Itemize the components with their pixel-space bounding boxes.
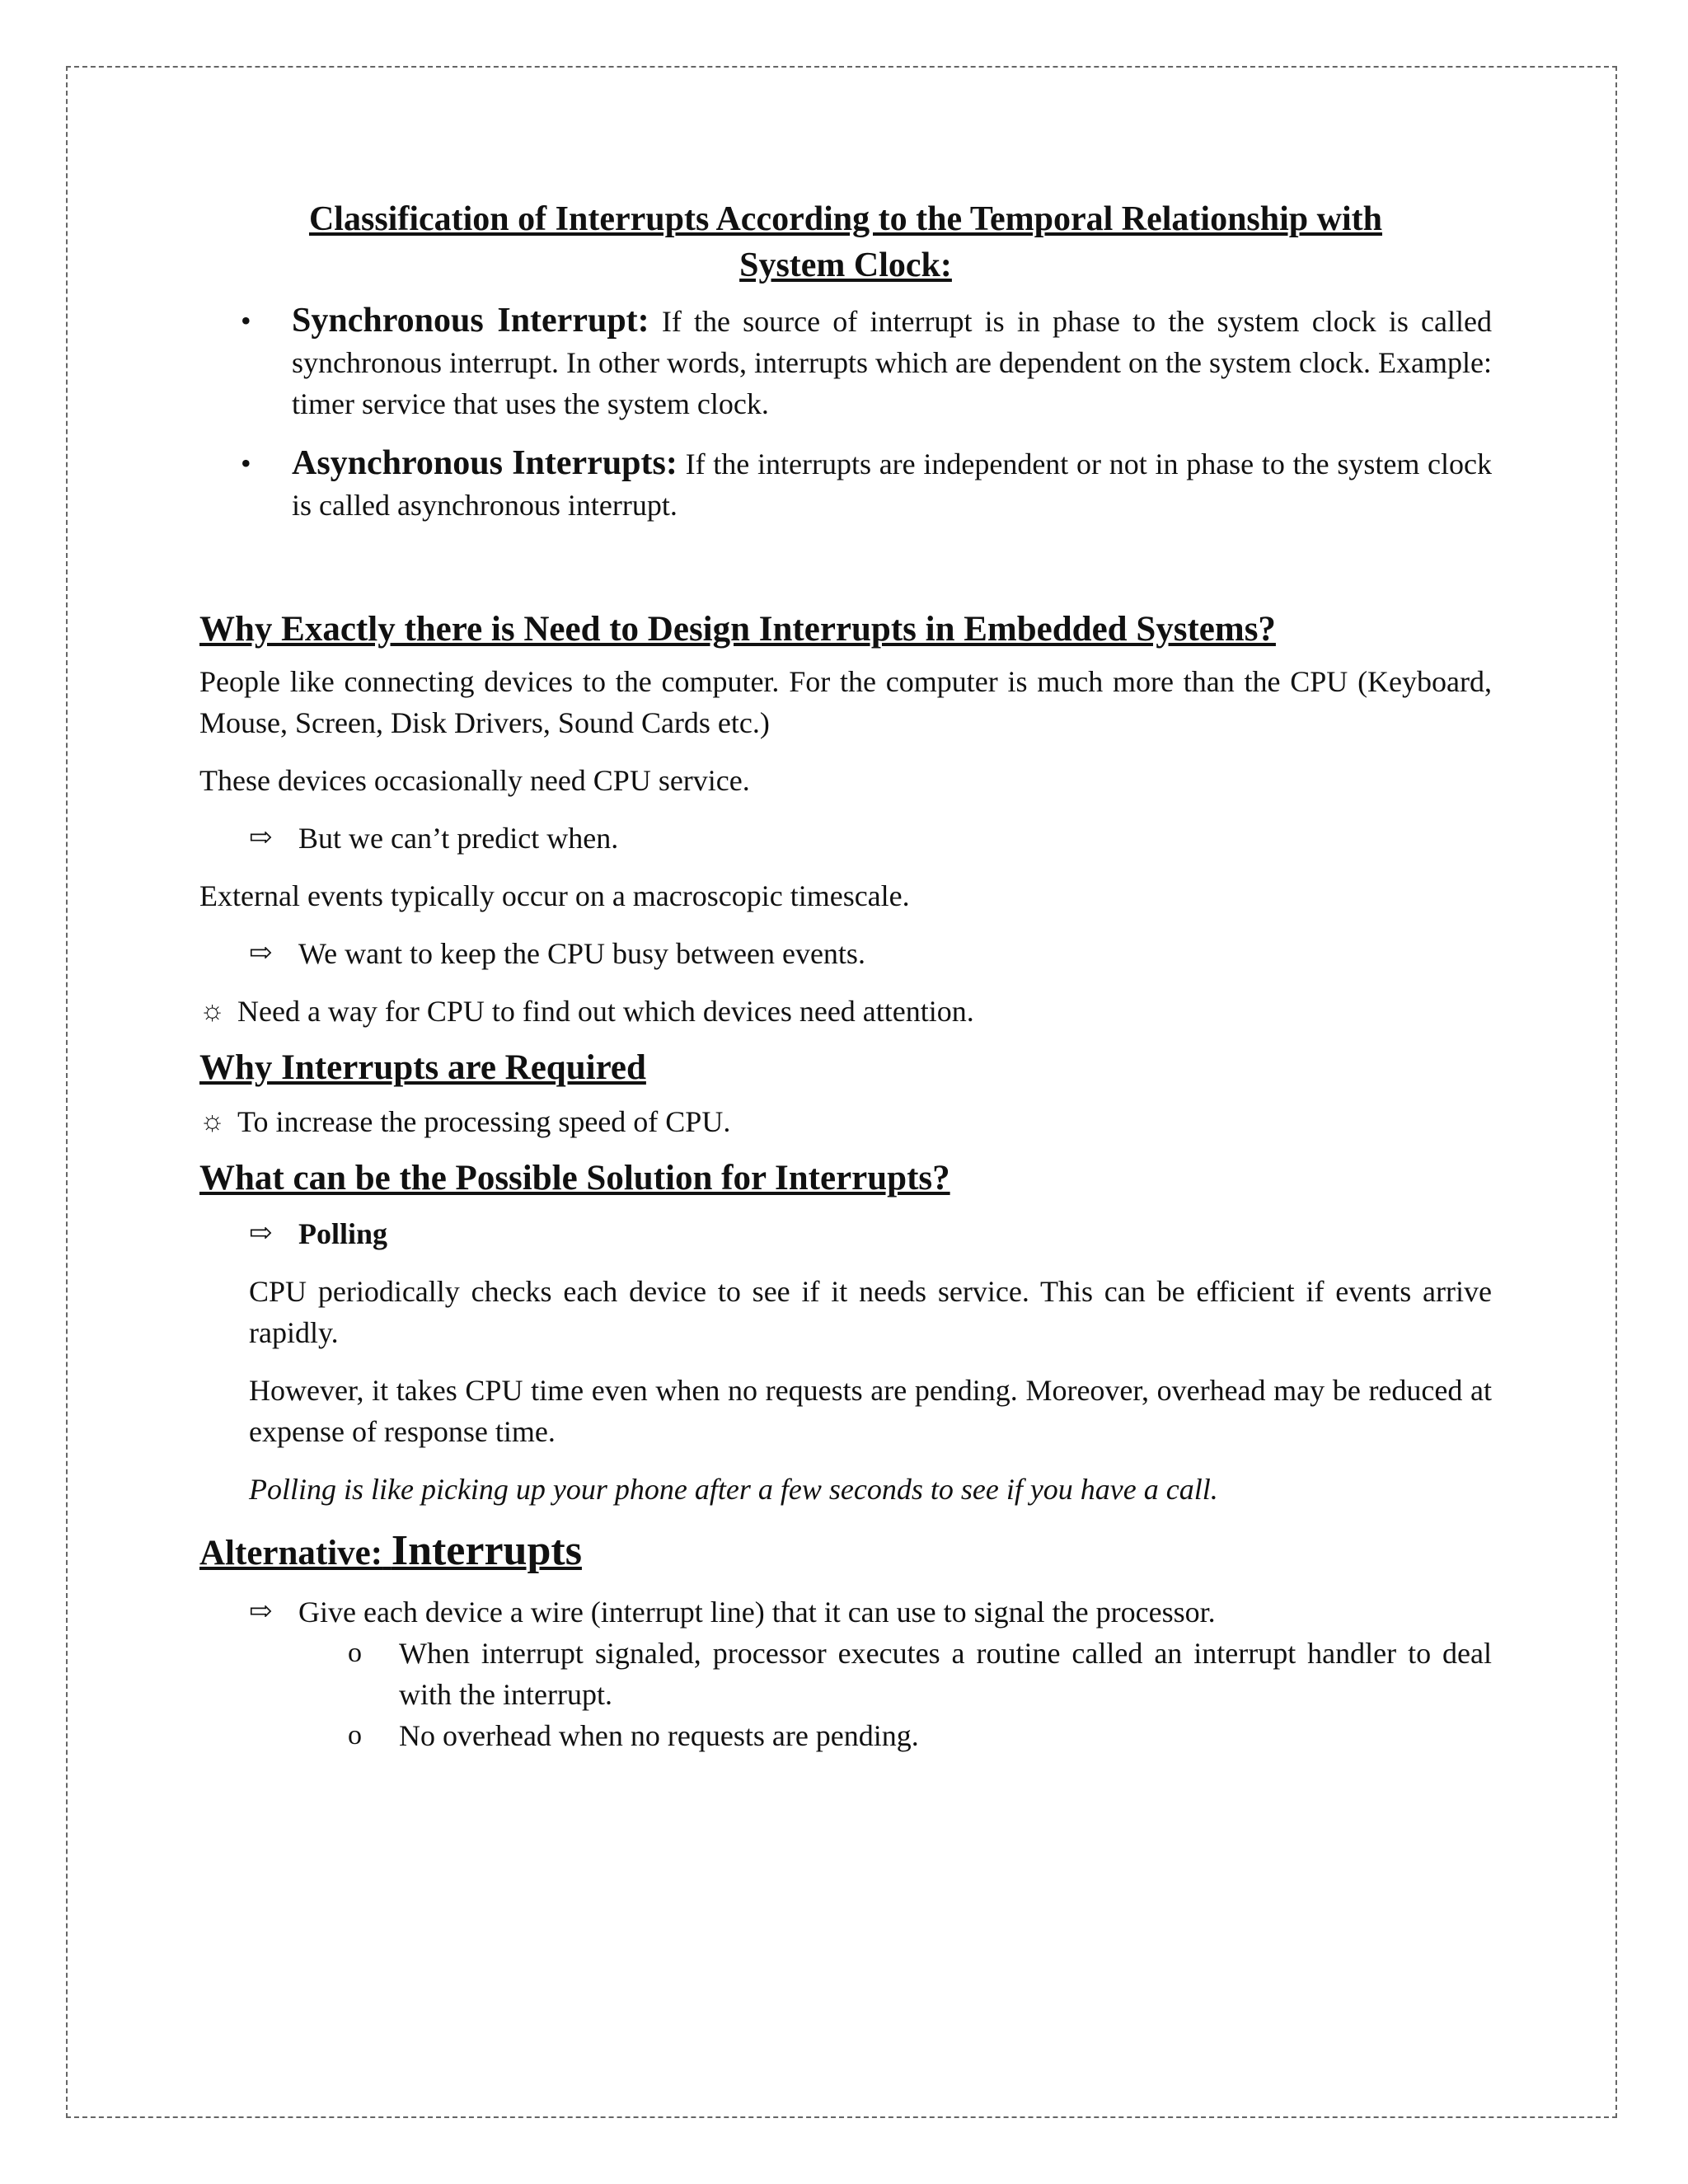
paragraph: People like connecting devices to the computer. For the computer is much more than the CPU (Keyboard, Mouse, Screen, Disk Drivers, Sound Cards etc.) xyxy=(199,665,1492,739)
sun-item: ☼ Need a way for CPU to find out which devices need attention. xyxy=(199,991,1492,1032)
document-body xyxy=(199,196,1492,1756)
arrow-item xyxy=(249,1213,1492,1254)
polling-label: Polling xyxy=(298,1217,388,1250)
circle-bullet-icon: o xyxy=(348,1720,362,1750)
analogy-text: Polling is like picking up your phone after a few seconds to see if you have a call. xyxy=(249,1473,1218,1506)
term-label: Synchronous Interrupt: xyxy=(292,302,649,340)
arrow-icon: ⇨ xyxy=(249,823,273,853)
sun-item: ☼ To increase the processing speed of CPU. xyxy=(199,1101,1492,1142)
section-heading: Why Exactly there is Need to Design Interrupts in Embedded Systems? xyxy=(199,610,1276,649)
sub-item: o No overhead when no requests are pending. xyxy=(348,1715,1492,1756)
section-heading: Alternative: Interrupts xyxy=(199,1527,582,1574)
arrow-item: ⇨ But we can’t predict when. xyxy=(249,818,1492,859)
classification-item: • Asynchronous Interrupts: If the interrupts are independent or not in phase to the system clock is called asynchronous interrupt. xyxy=(241,443,1492,526)
paragraph: External events typically occur on a macroscopic timescale. xyxy=(199,879,910,912)
arrow-item: ⇨ We want to keep the CPU busy between events. xyxy=(249,933,1492,974)
paragraph: However, it takes CPU time even when no requests are pending. Moreover, overhead may be reduced at expense of response time. xyxy=(249,1374,1492,1448)
paragraph: CPU periodically checks each device to see if it needs service. This can be efficient if events arrive rapidly. xyxy=(249,1275,1492,1349)
arrow-icon: ⇨ xyxy=(249,938,273,968)
section-heading: Why Interrupts are Required xyxy=(199,1048,646,1087)
arrow-icon: ⇨ xyxy=(249,1596,273,1627)
sun-icon: ☼ xyxy=(199,1106,226,1137)
sun-icon: ☼ xyxy=(199,996,226,1026)
classification-item: • Synchronous Interrupt: If the source of interrupt is in phase to the system clock is called synchronous interrupt. In other words, interrupts which are dependent on the system clock. Example: timer service that uses the system clock. xyxy=(241,300,1492,424)
section-heading: What can be the Possible Solution for Interrupts? xyxy=(199,1159,950,1197)
bullet-icon: • xyxy=(241,304,251,337)
arrow-item: ⇨ Give each device a wire (interrupt line) that it can use to signal the processor. xyxy=(249,1591,1492,1633)
sub-item: o When interrupt signaled, processor executes a routine called an interrupt handler to deal with the interrupt. xyxy=(348,1633,1492,1715)
circle-bullet-icon: o xyxy=(348,1638,362,1668)
paragraph: These devices occasionally need CPU service. xyxy=(199,764,750,797)
arrow-icon: ⇨ xyxy=(249,1218,273,1249)
page-title: Classification of Interrupts According to the Temporal Relationship with System Clock: xyxy=(308,200,1383,284)
bullet-icon: • xyxy=(241,447,251,480)
term-label: Asynchronous Interrupts: xyxy=(292,444,678,482)
